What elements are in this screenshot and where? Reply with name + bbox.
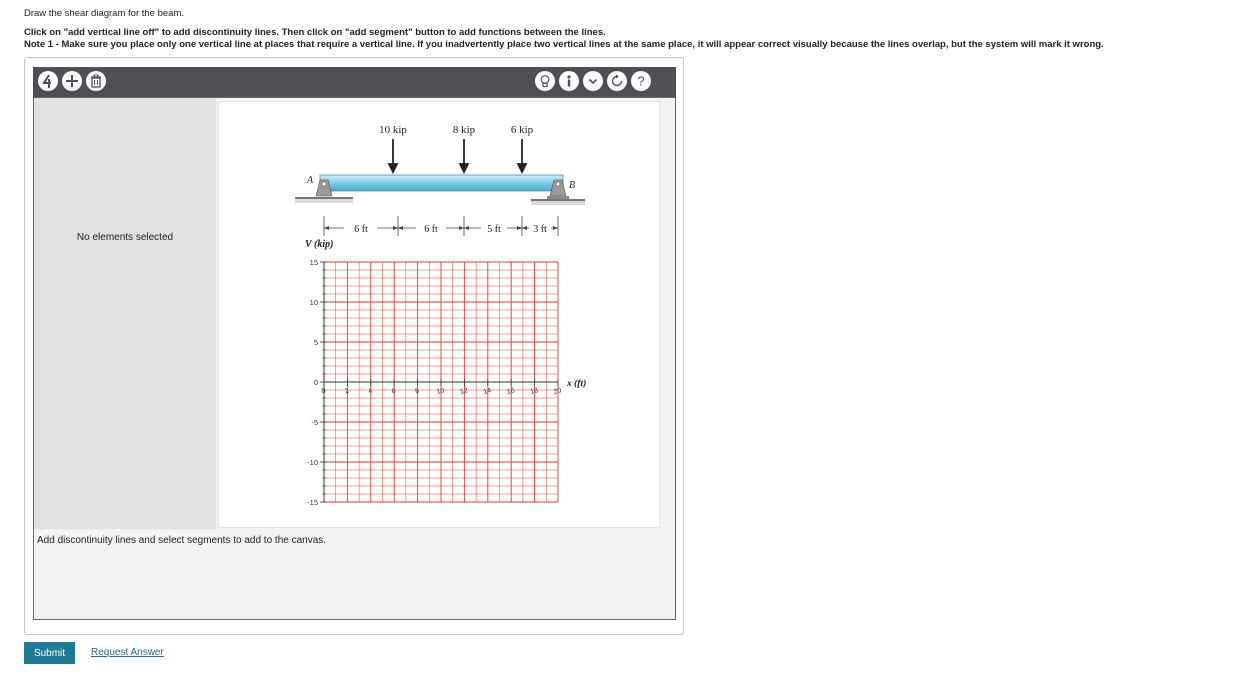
x-tick-label: 20 <box>552 387 563 396</box>
add-vertical-line-icon[interactable] <box>38 71 58 91</box>
footer-message: Add discontinuity lines and select segments to add to the canvas. <box>37 535 327 546</box>
info-icon[interactable] <box>559 71 579 91</box>
toolbar <box>33 67 676 97</box>
span-label-3: 5 ft <box>487 224 501 235</box>
span-label-1: 6 ft <box>354 224 368 235</box>
support-label-b: B <box>569 180 576 191</box>
add-segment-icon[interactable] <box>62 71 82 91</box>
y-axis-label: V (kip) <box>305 239 334 250</box>
load-label-10kip: 10 kip <box>379 124 407 136</box>
delete-icon[interactable] <box>86 71 106 91</box>
instruction-note: Note 1 - Make sure you place only one vertical line at places that require a vertical line. If you inadvertently place two vertical lines at the same place, it will appear correct visually because the lines overlap, but the system will mark it wrong. <box>24 39 1104 50</box>
drawing-canvas[interactable] <box>218 101 660 528</box>
properties-panel <box>34 98 216 529</box>
beam <box>320 175 563 191</box>
y-tick-label: 10 <box>309 298 318 307</box>
support-label-a: A <box>307 175 314 186</box>
x-tick-label: 16 <box>506 387 516 396</box>
span-label-4: 3 ft <box>533 224 547 235</box>
axis-ticks <box>307 258 562 507</box>
x-tick-label: 14 <box>482 387 493 396</box>
load-arrows <box>389 139 526 172</box>
y-tick-label: 5 <box>313 338 318 347</box>
span-label-2: 6 ft <box>424 224 438 235</box>
hint-lightbulb-icon[interactable] <box>535 71 555 91</box>
x-tick-label: 4 <box>367 387 374 396</box>
x-axis-label: x (ft) <box>567 379 587 389</box>
x-tick-label: 2 <box>344 387 350 396</box>
help-icon[interactable] <box>631 71 651 91</box>
request-answer-link[interactable]: Request Answer <box>91 647 164 658</box>
y-tick-label: -5 <box>311 418 318 427</box>
y-tick-label: 0 <box>313 378 318 387</box>
y-tick-label: -10 <box>307 458 318 467</box>
x-tick-label: 0 <box>320 387 327 396</box>
y-tick-label: -15 <box>307 498 318 507</box>
x-tick-label: 6 <box>391 387 397 396</box>
x-tick-label: 18 <box>529 387 539 396</box>
y-tick-label: 15 <box>309 258 318 267</box>
submit-button[interactable]: Submit <box>24 642 75 664</box>
svg-text:?: ? <box>637 74 645 88</box>
x-tick-label: 10 <box>435 387 446 396</box>
dropdown-chevron-icon[interactable] <box>583 71 603 91</box>
instruction-title: Draw the shear diagram for the beam. <box>24 8 184 19</box>
beam-and-grid <box>219 102 659 527</box>
load-label-8kip: 8 kip <box>452 124 476 136</box>
workspace <box>33 97 676 620</box>
drawing-tool <box>24 57 684 635</box>
x-tick-label: 12 <box>459 387 469 396</box>
reset-icon[interactable] <box>607 71 627 91</box>
load-label-6kip: 6 kip <box>510 124 534 136</box>
x-tick-label: 8 <box>414 387 421 396</box>
instruction-line-1: Click on "add vertical line off" to add discontinuity lines. Then click on "add segment" button to add functions between the lines. <box>24 27 606 38</box>
selection-status: No elements selected <box>76 232 174 243</box>
